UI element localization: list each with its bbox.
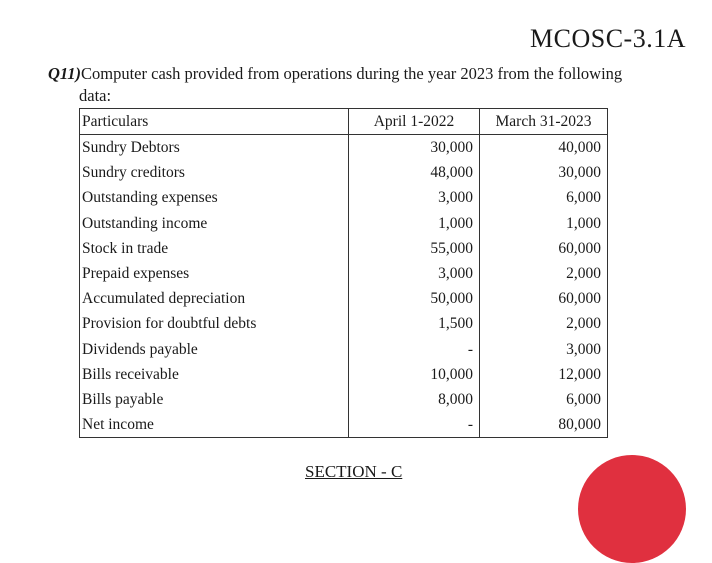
table-row bbox=[80, 412, 608, 438]
row-particular: Bills receivable bbox=[80, 362, 349, 387]
row-2023-value: 1,000 bbox=[480, 211, 608, 236]
row-particular: Dividends payable bbox=[80, 337, 349, 362]
question-line-1: Computer cash provided from operations during the year 2023 from the following bbox=[81, 64, 623, 83]
table-row bbox=[80, 211, 608, 236]
section-heading: SECTION - C bbox=[305, 462, 403, 481]
row-2023-value: 12,000 bbox=[480, 362, 608, 387]
row-2022-value: 48,000 bbox=[349, 160, 480, 185]
row-particular: Accumulated depreciation bbox=[80, 286, 349, 311]
row-particular: Sundry Debtors bbox=[80, 135, 349, 161]
header-march-2023: March 31-2023 bbox=[480, 109, 608, 135]
row-2022-value: - bbox=[349, 412, 480, 438]
header-april-2022: April 1-2022 bbox=[349, 109, 480, 135]
row-particular: Stock in trade bbox=[80, 236, 349, 261]
table-row bbox=[80, 362, 608, 387]
row-2022-value: 1,000 bbox=[349, 211, 480, 236]
table-row bbox=[80, 185, 608, 210]
row-particular: Bills payable bbox=[80, 387, 349, 412]
table-row bbox=[80, 387, 608, 412]
row-2023-value: 2,000 bbox=[480, 311, 608, 336]
row-particular: Prepaid expenses bbox=[80, 261, 349, 286]
question-line-2: data: bbox=[79, 86, 112, 105]
paper-code: MCOSC-3.1A bbox=[530, 24, 686, 53]
table-row bbox=[80, 135, 608, 161]
row-2022-value: 1,500 bbox=[349, 311, 480, 336]
table-header-row bbox=[80, 109, 608, 135]
row-particular: Outstanding income bbox=[80, 211, 349, 236]
row-particular: Sundry creditors bbox=[80, 160, 349, 185]
question-text bbox=[48, 63, 698, 107]
row-particular: Provision for doubtful debts bbox=[80, 311, 349, 336]
table-row bbox=[80, 261, 608, 286]
header-particulars: Particulars bbox=[80, 109, 349, 135]
row-2022-value: 10,000 bbox=[349, 362, 480, 387]
row-particular: Net income bbox=[80, 412, 349, 438]
row-2023-value: 2,000 bbox=[480, 261, 608, 286]
row-2022-value: 50,000 bbox=[349, 286, 480, 311]
row-2022-value: 3,000 bbox=[349, 261, 480, 286]
row-particular: Outstanding expenses bbox=[80, 185, 349, 210]
table-row bbox=[80, 337, 608, 362]
row-2023-value: 80,000 bbox=[480, 412, 608, 438]
row-2022-value: 8,000 bbox=[349, 387, 480, 412]
row-2023-value: 6,000 bbox=[480, 387, 608, 412]
table-row bbox=[80, 160, 608, 185]
row-2022-value: - bbox=[349, 337, 480, 362]
red-circle-decoration bbox=[578, 455, 686, 563]
row-2023-value: 6,000 bbox=[480, 185, 608, 210]
row-2023-value: 30,000 bbox=[480, 160, 608, 185]
row-2022-value: 3,000 bbox=[349, 185, 480, 210]
data-table bbox=[79, 108, 608, 438]
row-2022-value: 30,000 bbox=[349, 135, 480, 161]
table-row bbox=[80, 236, 608, 261]
table-row bbox=[80, 311, 608, 336]
row-2023-value: 60,000 bbox=[480, 286, 608, 311]
row-2023-value: 60,000 bbox=[480, 236, 608, 261]
row-2022-value: 55,000 bbox=[349, 236, 480, 261]
table-row bbox=[80, 286, 608, 311]
row-2023-value: 3,000 bbox=[480, 337, 608, 362]
row-2023-value: 40,000 bbox=[480, 135, 608, 161]
question-number: Q11) bbox=[48, 64, 81, 83]
